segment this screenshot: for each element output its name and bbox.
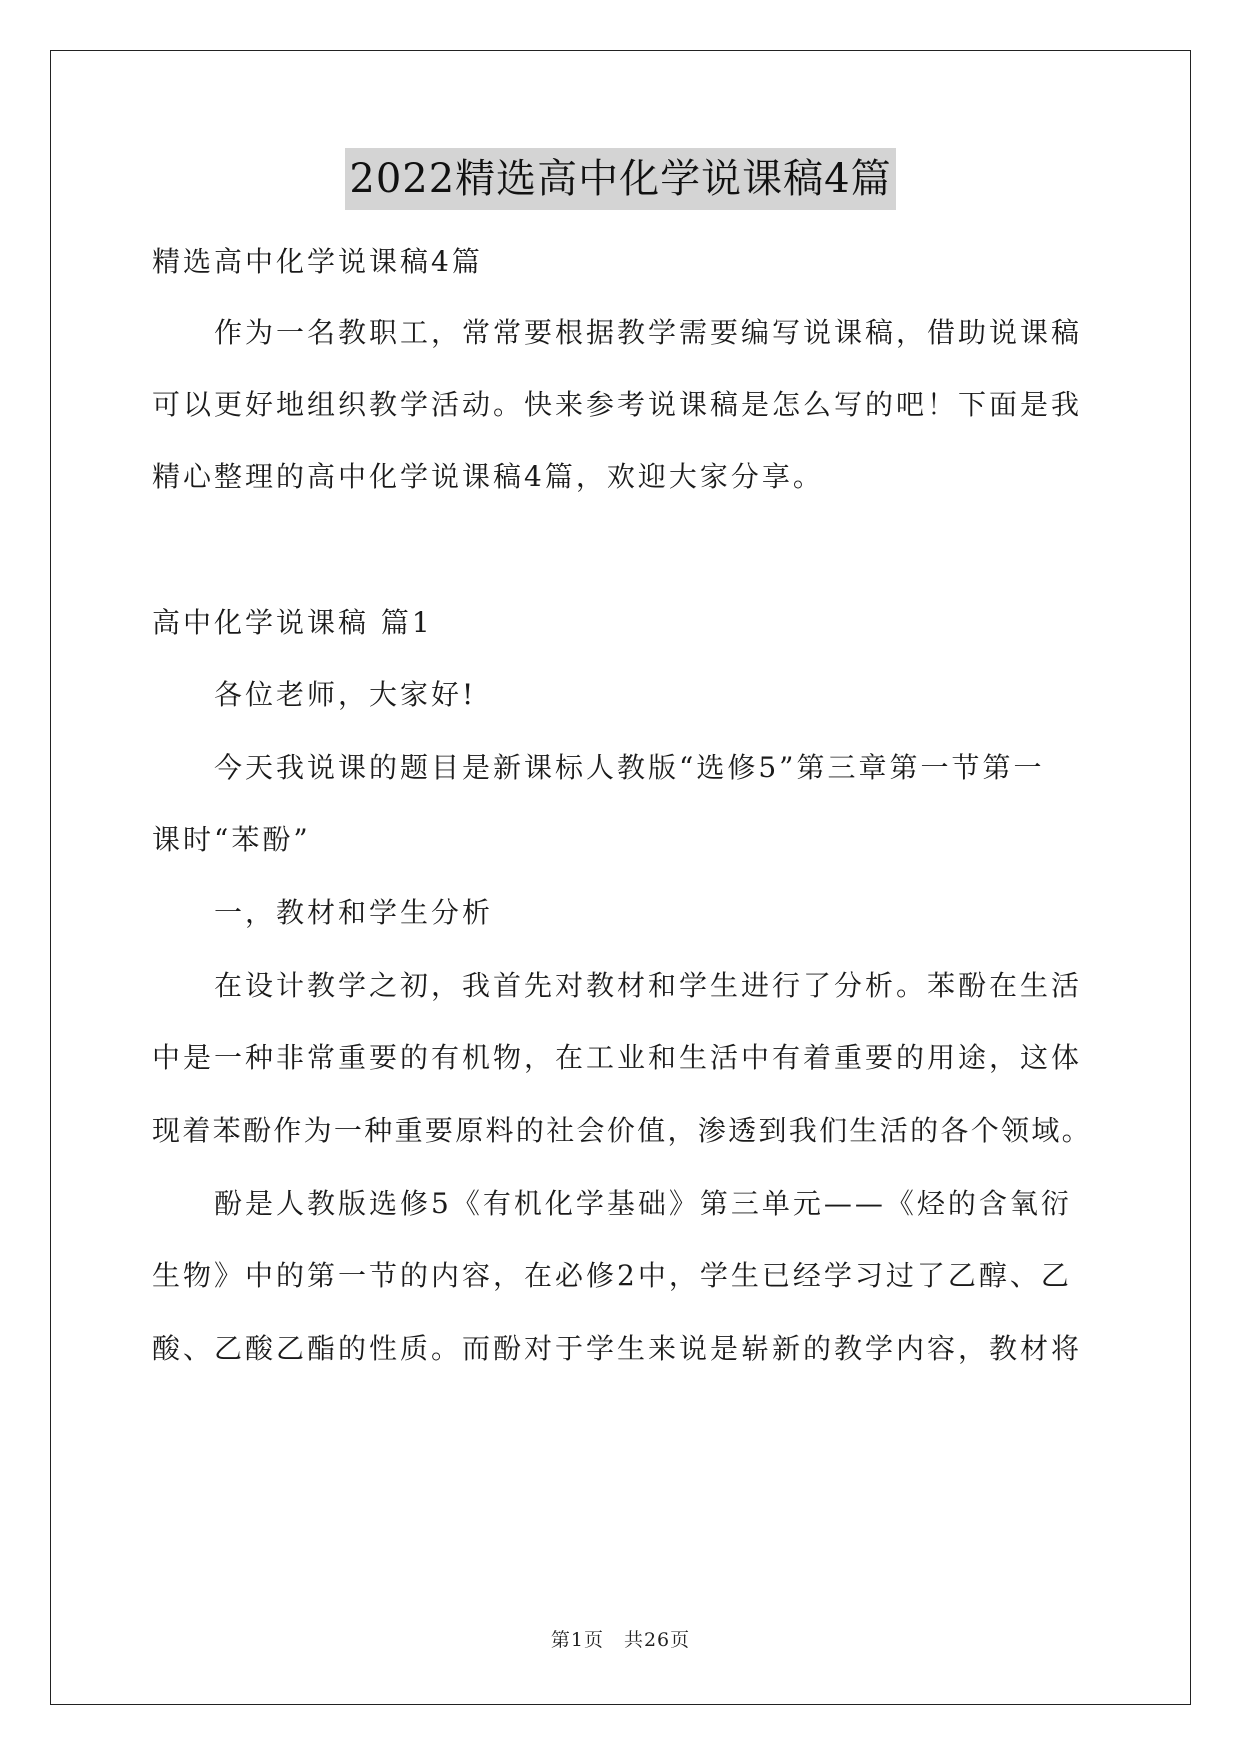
document-title: 2022精选高中化学说课稿4篇 [345,148,895,210]
paragraph-line: 酚是人教版选修5《有机化学基础》第三单元——《烃的含氧衍 [214,1187,1072,1220]
page-number-footer: 第1页 共26页 [550,1629,691,1651]
paragraph-line: 一，教材和学生分析 [214,896,494,929]
paragraph-line: 生物》中的第一节的内容，在必修2中，学生已经学习过了乙醇、乙 [152,1259,1072,1292]
paragraph-line: 中是一种非常重要的有机物，在工业和生活中有着重要的用途，这体 [152,1041,1083,1074]
paragraph-line: 可以更好地组织教学活动。快来参考说课稿是怎么写的吧！下面是我 [152,388,1083,421]
page-border [50,50,1191,1705]
paragraph-line: 现着苯酚作为一种重要原料的社会价值，渗透到我们生活的各个领域。 [152,1114,1093,1147]
paragraph-line: 精心整理的高中化学说课稿4篇，欢迎大家分享。 [152,460,824,493]
subtitle-line: 精选高中化学说课稿4篇 [152,245,483,278]
paragraph-line: 各位老师，大家好! [214,678,477,711]
title-container [0,148,1241,210]
paragraph-line: 在设计教学之初，我首先对教材和学生进行了分析。苯酚在生活 [214,969,1083,1002]
paragraph-line: 作为一名教职工，常常要根据教学需要编写说课稿，借助说课稿 [214,316,1083,349]
paragraph-line: 今天我说课的题目是新课标人教版“选修5”第三章第一节第一 [214,751,1045,784]
section-heading: 高中化学说课稿 篇1 [152,606,433,639]
paragraph-line: 酸、乙酸乙酯的性质。而酚对于学生来说是崭新的教学内容，教材将 [152,1332,1083,1365]
paragraph-line: 课时“苯酚” [152,823,311,856]
